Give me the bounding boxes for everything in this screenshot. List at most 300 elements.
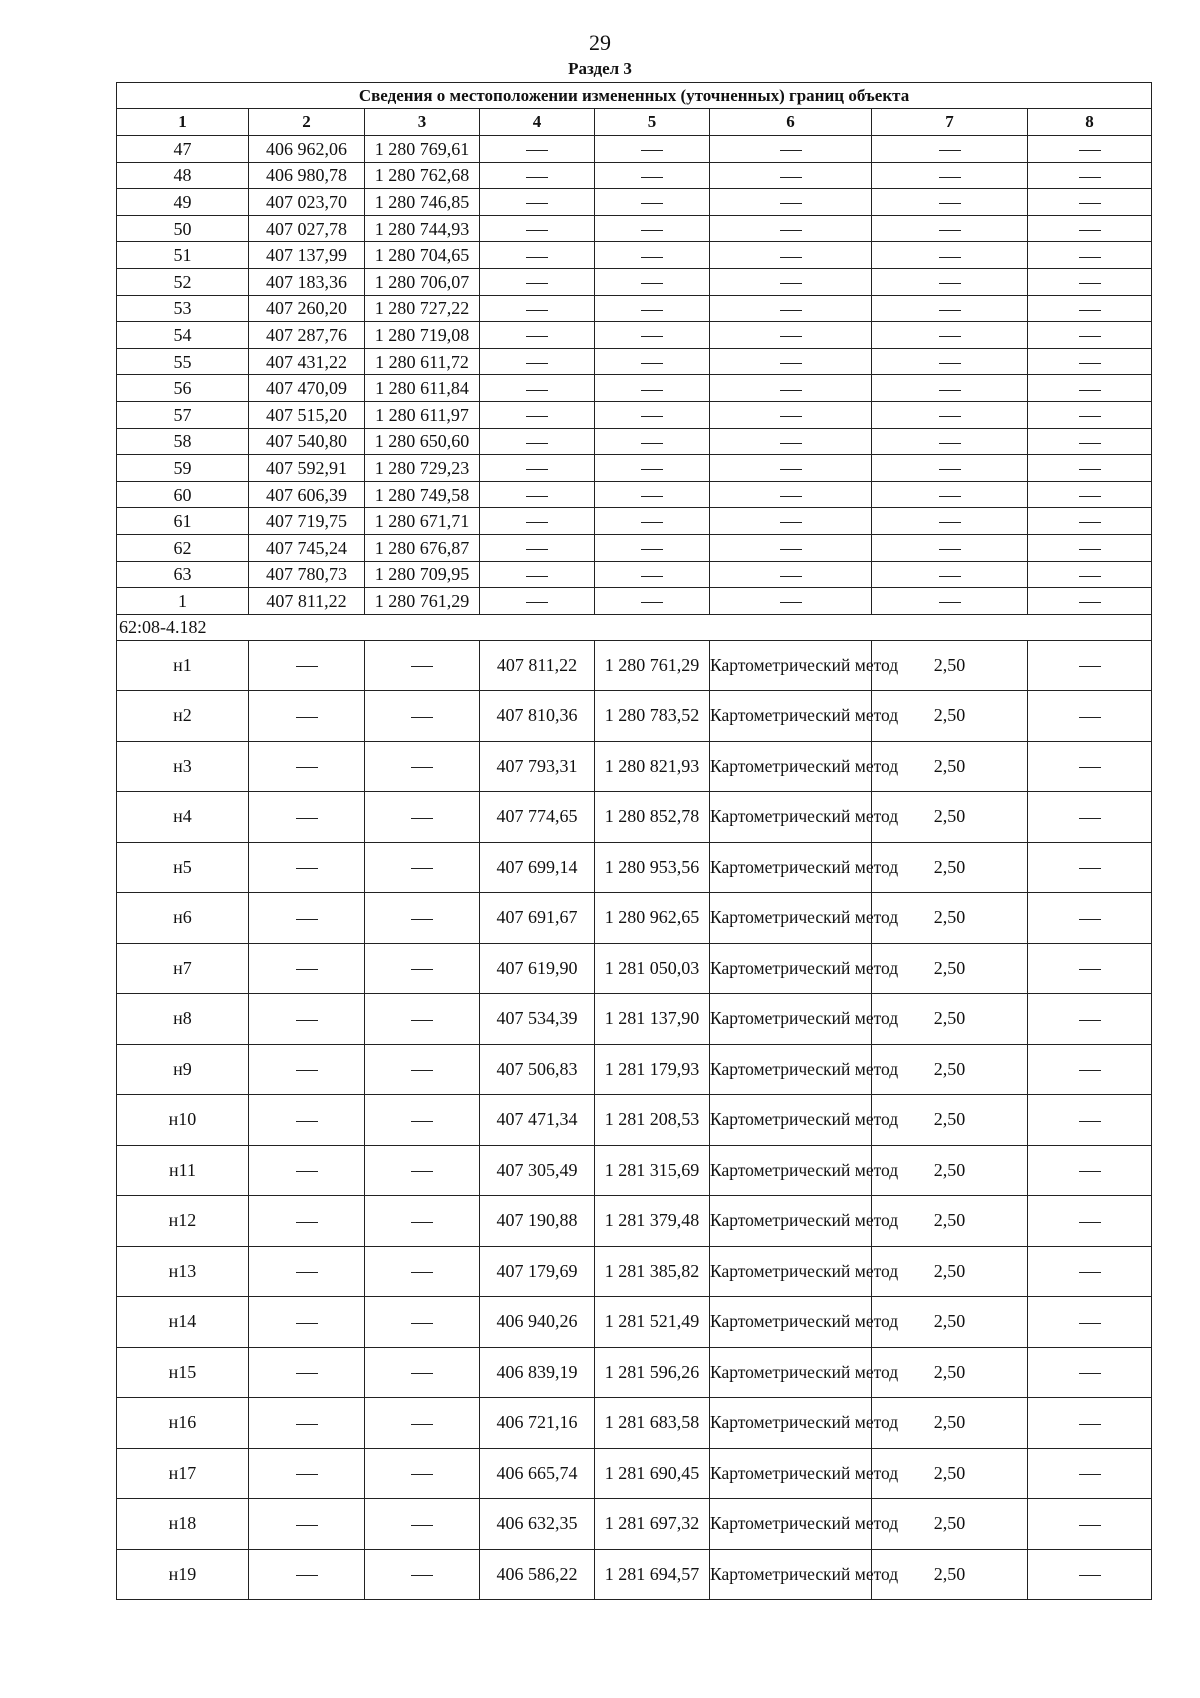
- coord-y: 1 281 050,03: [595, 943, 710, 994]
- coord-x: 406 586,22: [480, 1549, 595, 1600]
- empty-cell: [710, 268, 872, 295]
- point-id: 57: [117, 401, 249, 428]
- table-row: [117, 1499, 1152, 1550]
- method-cell: Картометрический метод: [710, 1095, 872, 1146]
- coord-x: 407 470,09: [249, 375, 365, 402]
- dash-mark: [296, 1424, 318, 1425]
- empty-cell: [710, 215, 872, 242]
- dash-mark: [411, 767, 433, 768]
- empty-cell: [480, 534, 595, 561]
- dash-mark: [411, 666, 433, 667]
- dash-mark: [1079, 1020, 1101, 1021]
- dash-mark: [780, 177, 802, 178]
- empty-cell: [249, 1499, 365, 1550]
- column-header: 3: [365, 109, 480, 136]
- dash-mark: [1079, 469, 1101, 470]
- dash-mark: [526, 549, 548, 550]
- empty-cell: [1028, 481, 1152, 508]
- coord-y: 1 280 852,78: [595, 792, 710, 843]
- empty-cell: [365, 1347, 480, 1398]
- empty-cell: [710, 375, 872, 402]
- section-label: Раздел 3: [568, 59, 632, 78]
- coord-y: 1 280 719,08: [365, 322, 480, 349]
- dash-mark: [1079, 1474, 1101, 1475]
- accuracy-cell: 2,50: [872, 1448, 1028, 1499]
- point-id: н10: [117, 1095, 249, 1146]
- accuracy-cell: 2,50: [872, 1347, 1028, 1398]
- dash-mark: [641, 549, 663, 550]
- table-row: [117, 1196, 1152, 1247]
- empty-cell: [595, 348, 710, 375]
- point-id: н19: [117, 1549, 249, 1600]
- method-cell: Картометрический метод: [710, 893, 872, 944]
- empty-cell: [710, 508, 872, 535]
- dash-mark: [526, 602, 548, 603]
- coord-x: 407 810,36: [480, 691, 595, 742]
- point-id: 53: [117, 295, 249, 322]
- dash-mark: [641, 257, 663, 258]
- point-id: 59: [117, 455, 249, 482]
- accuracy-cell: 2,50: [872, 1145, 1028, 1196]
- dash-mark: [411, 1272, 433, 1273]
- table-row: [117, 842, 1152, 893]
- dash-mark: [780, 230, 802, 231]
- coord-y: 1 281 694,57: [595, 1549, 710, 1600]
- point-id: н12: [117, 1196, 249, 1247]
- dash-mark: [780, 203, 802, 204]
- dash-mark: [296, 1474, 318, 1475]
- empty-cell: [1028, 162, 1152, 189]
- dash-mark: [411, 919, 433, 920]
- table-row: [117, 994, 1152, 1045]
- empty-cell: [1028, 1549, 1152, 1600]
- dash-mark: [641, 283, 663, 284]
- empty-cell: [365, 741, 480, 792]
- point-id: н13: [117, 1246, 249, 1297]
- accuracy-cell: 2,50: [872, 842, 1028, 893]
- empty-cell: [365, 691, 480, 742]
- dash-mark: [411, 1323, 433, 1324]
- table-row: [117, 588, 1152, 615]
- empty-cell: [249, 1095, 365, 1146]
- dash-mark: [1079, 576, 1101, 577]
- empty-cell: [249, 994, 365, 1045]
- empty-cell: [710, 136, 872, 163]
- coord-x: 406 721,16: [480, 1398, 595, 1449]
- coord-x: 407 719,75: [249, 508, 365, 535]
- empty-cell: [872, 534, 1028, 561]
- empty-cell: [365, 994, 480, 1045]
- empty-cell: [480, 428, 595, 455]
- point-id: 61: [117, 508, 249, 535]
- coord-y: 1 280 821,93: [595, 741, 710, 792]
- empty-cell: [710, 322, 872, 349]
- coord-y: 1 280 709,95: [365, 561, 480, 588]
- coord-x: 407 619,90: [480, 943, 595, 994]
- empty-cell: [1028, 842, 1152, 893]
- dash-mark: [780, 363, 802, 364]
- table-row: [117, 455, 1152, 482]
- dash-mark: [641, 416, 663, 417]
- empty-cell: [1028, 1297, 1152, 1348]
- dash-mark: [526, 576, 548, 577]
- dash-mark: [939, 257, 961, 258]
- accuracy-cell: 2,50: [872, 741, 1028, 792]
- coord-x: 407 506,83: [480, 1044, 595, 1095]
- table-row: [117, 295, 1152, 322]
- empty-cell: [595, 189, 710, 216]
- empty-cell: [480, 215, 595, 242]
- empty-cell: [710, 588, 872, 615]
- point-id: н6: [117, 893, 249, 944]
- empty-cell: [1028, 1196, 1152, 1247]
- coord-y: 1 281 697,32: [595, 1499, 710, 1550]
- dash-mark: [780, 443, 802, 444]
- empty-cell: [249, 1549, 365, 1600]
- method-cell: Картометрический метод: [710, 943, 872, 994]
- cadastral-number: 62:08-4.182: [117, 614, 1152, 640]
- dash-mark: [526, 257, 548, 258]
- empty-cell: [365, 842, 480, 893]
- empty-cell: [365, 1499, 480, 1550]
- coord-x: 407 183,36: [249, 268, 365, 295]
- empty-cell: [1028, 1095, 1152, 1146]
- dash-mark: [641, 203, 663, 204]
- empty-cell: [872, 268, 1028, 295]
- empty-cell: [710, 242, 872, 269]
- dash-mark: [296, 666, 318, 667]
- coord-x: 407 515,20: [249, 401, 365, 428]
- dash-mark: [939, 549, 961, 550]
- group-row: [117, 614, 1152, 640]
- empty-cell: [1028, 1145, 1152, 1196]
- table-row: [117, 215, 1152, 242]
- dash-mark: [411, 1575, 433, 1576]
- dash-mark: [1079, 363, 1101, 364]
- empty-cell: [595, 534, 710, 561]
- empty-cell: [249, 792, 365, 843]
- method-cell: Картометрический метод: [710, 640, 872, 691]
- dash-mark: [1079, 1424, 1101, 1425]
- dash-mark: [411, 717, 433, 718]
- coord-x: 407 780,73: [249, 561, 365, 588]
- empty-cell: [365, 792, 480, 843]
- point-id: н8: [117, 994, 249, 1045]
- empty-cell: [872, 481, 1028, 508]
- table-row: [117, 1549, 1152, 1600]
- accuracy-cell: 2,50: [872, 943, 1028, 994]
- dash-mark: [641, 496, 663, 497]
- dash-mark: [526, 177, 548, 178]
- point-id: н7: [117, 943, 249, 994]
- accuracy-cell: 2,50: [872, 1196, 1028, 1247]
- dash-mark: [411, 1373, 433, 1374]
- empty-cell: [1028, 401, 1152, 428]
- dash-mark: [1079, 602, 1101, 603]
- column-header: 5: [595, 109, 710, 136]
- dash-mark: [641, 390, 663, 391]
- coord-x: 407 793,31: [480, 741, 595, 792]
- dash-mark: [939, 230, 961, 231]
- empty-cell: [365, 1448, 480, 1499]
- dash-mark: [411, 1525, 433, 1526]
- empty-cell: [710, 561, 872, 588]
- empty-cell: [480, 268, 595, 295]
- empty-cell: [249, 1044, 365, 1095]
- table-row: [117, 481, 1152, 508]
- point-id: 58: [117, 428, 249, 455]
- table-row: [117, 268, 1152, 295]
- empty-cell: [249, 691, 365, 742]
- coord-y: 1 280 704,65: [365, 242, 480, 269]
- point-id: н5: [117, 842, 249, 893]
- dash-mark: [780, 390, 802, 391]
- empty-cell: [1028, 561, 1152, 588]
- empty-cell: [1028, 691, 1152, 742]
- dash-mark: [296, 919, 318, 920]
- dash-mark: [526, 416, 548, 417]
- dash-mark: [296, 1323, 318, 1324]
- empty-cell: [1028, 1398, 1152, 1449]
- dash-mark: [1079, 1121, 1101, 1122]
- empty-cell: [365, 1246, 480, 1297]
- coord-x: 407 699,14: [480, 842, 595, 893]
- coord-x: 407 774,65: [480, 792, 595, 843]
- coord-x: 406 940,26: [480, 1297, 595, 1348]
- empty-cell: [872, 375, 1028, 402]
- coord-x: 407 811,22: [249, 588, 365, 615]
- dash-mark: [296, 717, 318, 718]
- empty-cell: [480, 508, 595, 535]
- coord-y: 1 281 521,49: [595, 1297, 710, 1348]
- table-row: [117, 741, 1152, 792]
- method-cell: Картометрический метод: [710, 792, 872, 843]
- coord-y: 1 280 749,58: [365, 481, 480, 508]
- empty-cell: [595, 322, 710, 349]
- coord-y: 1 280 762,68: [365, 162, 480, 189]
- dash-mark: [939, 390, 961, 391]
- method-cell: Картометрический метод: [710, 1044, 872, 1095]
- coord-y: 1 280 746,85: [365, 189, 480, 216]
- dash-mark: [641, 310, 663, 311]
- empty-cell: [1028, 1499, 1152, 1550]
- empty-cell: [872, 189, 1028, 216]
- dash-mark: [411, 1474, 433, 1475]
- accuracy-cell: 2,50: [872, 994, 1028, 1045]
- empty-cell: [1028, 640, 1152, 691]
- dash-mark: [411, 1020, 433, 1021]
- point-id: н14: [117, 1297, 249, 1348]
- coord-y: 1 280 611,72: [365, 348, 480, 375]
- point-id: н2: [117, 691, 249, 742]
- dash-mark: [939, 283, 961, 284]
- coord-y: 1 280 611,97: [365, 401, 480, 428]
- dash-mark: [939, 203, 961, 204]
- empty-cell: [872, 242, 1028, 269]
- dash-mark: [1079, 549, 1101, 550]
- method-cell: Картометрический метод: [710, 842, 872, 893]
- dash-mark: [1079, 203, 1101, 204]
- dash-mark: [939, 336, 961, 337]
- coord-x: 407 137,99: [249, 242, 365, 269]
- empty-cell: [1028, 215, 1152, 242]
- dash-mark: [1079, 767, 1101, 768]
- coord-x: 407 540,80: [249, 428, 365, 455]
- dash-mark: [526, 390, 548, 391]
- dash-mark: [641, 602, 663, 603]
- coord-x: 406 962,06: [249, 136, 365, 163]
- dash-mark: [641, 522, 663, 523]
- empty-cell: [1028, 792, 1152, 843]
- empty-cell: [365, 1044, 480, 1095]
- dash-mark: [296, 818, 318, 819]
- method-cell: Картометрический метод: [710, 1246, 872, 1297]
- dash-mark: [1079, 1171, 1101, 1172]
- empty-cell: [710, 455, 872, 482]
- dash-mark: [939, 363, 961, 364]
- dash-mark: [1079, 818, 1101, 819]
- dash-mark: [526, 363, 548, 364]
- table-row: [117, 1044, 1152, 1095]
- dash-mark: [1079, 1575, 1101, 1576]
- method-cell: Картометрический метод: [710, 994, 872, 1045]
- dash-mark: [939, 496, 961, 497]
- table-row: [117, 1347, 1152, 1398]
- method-cell: Картометрический метод: [710, 1499, 872, 1550]
- empty-cell: [365, 1196, 480, 1247]
- empty-cell: [480, 242, 595, 269]
- method-cell: Картометрический метод: [710, 1549, 872, 1600]
- dash-mark: [939, 177, 961, 178]
- dash-mark: [780, 522, 802, 523]
- coord-x: 406 839,19: [480, 1347, 595, 1398]
- dash-mark: [526, 230, 548, 231]
- coord-y: 1 280 744,93: [365, 215, 480, 242]
- empty-cell: [365, 1145, 480, 1196]
- dash-mark: [1079, 150, 1101, 151]
- empty-cell: [595, 268, 710, 295]
- column-header: 4: [480, 109, 595, 136]
- empty-cell: [595, 428, 710, 455]
- dash-mark: [1079, 230, 1101, 231]
- dash-mark: [641, 443, 663, 444]
- empty-cell: [249, 1448, 365, 1499]
- method-cell: Картометрический метод: [710, 1448, 872, 1499]
- coord-y: 1 280 761,29: [365, 588, 480, 615]
- empty-cell: [710, 401, 872, 428]
- coord-x: 407 190,88: [480, 1196, 595, 1247]
- coord-x: 407 260,20: [249, 295, 365, 322]
- coord-x: 407 287,76: [249, 322, 365, 349]
- dash-mark: [296, 1272, 318, 1273]
- dash-mark: [296, 1575, 318, 1576]
- coord-y: 1 280 706,07: [365, 268, 480, 295]
- empty-cell: [1028, 1246, 1152, 1297]
- dash-mark: [296, 1070, 318, 1071]
- empty-cell: [365, 1095, 480, 1146]
- empty-cell: [710, 189, 872, 216]
- point-id: 51: [117, 242, 249, 269]
- dash-mark: [1079, 919, 1101, 920]
- table-row: [117, 640, 1152, 691]
- accuracy-cell: 2,50: [872, 640, 1028, 691]
- coord-y: 1 280 761,29: [595, 640, 710, 691]
- dash-mark: [296, 1171, 318, 1172]
- empty-cell: [480, 401, 595, 428]
- dash-mark: [641, 363, 663, 364]
- table-title: Сведения о местоположении измененных (уточненных) границ объекта: [117, 83, 1152, 109]
- empty-cell: [480, 455, 595, 482]
- empty-cell: [249, 1347, 365, 1398]
- point-id: 56: [117, 375, 249, 402]
- empty-cell: [480, 348, 595, 375]
- empty-cell: [1028, 534, 1152, 561]
- coord-y: 1 281 315,69: [595, 1145, 710, 1196]
- empty-cell: [480, 162, 595, 189]
- empty-cell: [480, 189, 595, 216]
- empty-cell: [1028, 455, 1152, 482]
- empty-cell: [480, 295, 595, 322]
- point-id: н17: [117, 1448, 249, 1499]
- dash-mark: [939, 150, 961, 151]
- dash-mark: [526, 496, 548, 497]
- empty-cell: [365, 640, 480, 691]
- dash-mark: [526, 203, 548, 204]
- empty-cell: [1028, 375, 1152, 402]
- coord-y: 1 281 385,82: [595, 1246, 710, 1297]
- empty-cell: [1028, 136, 1152, 163]
- empty-cell: [1028, 1448, 1152, 1499]
- dash-mark: [641, 576, 663, 577]
- point-id: н15: [117, 1347, 249, 1398]
- dash-mark: [526, 522, 548, 523]
- point-id: 1: [117, 588, 249, 615]
- dash-mark: [296, 1121, 318, 1122]
- page-number: 29: [589, 30, 611, 55]
- empty-cell: [595, 162, 710, 189]
- boundary-table: [116, 82, 1152, 1600]
- method-cell: Картометрический метод: [710, 1297, 872, 1348]
- accuracy-cell: 2,50: [872, 1499, 1028, 1550]
- dash-mark: [1079, 666, 1101, 667]
- coord-y: 1 280 769,61: [365, 136, 480, 163]
- empty-cell: [710, 348, 872, 375]
- coord-y: 1 281 690,45: [595, 1448, 710, 1499]
- empty-cell: [872, 136, 1028, 163]
- method-cell: Картометрический метод: [710, 1145, 872, 1196]
- empty-cell: [595, 508, 710, 535]
- table-row: [117, 534, 1152, 561]
- coord-x: 407 606,39: [249, 481, 365, 508]
- empty-cell: [1028, 348, 1152, 375]
- table-row: [117, 508, 1152, 535]
- empty-cell: [249, 1145, 365, 1196]
- table-row: [117, 136, 1152, 163]
- dash-mark: [526, 150, 548, 151]
- dash-mark: [1079, 717, 1101, 718]
- table-row: [117, 375, 1152, 402]
- point-id: 55: [117, 348, 249, 375]
- dash-mark: [780, 496, 802, 497]
- method-cell: Картометрический метод: [710, 1347, 872, 1398]
- dash-mark: [780, 257, 802, 258]
- coord-y: 1 280 611,84: [365, 375, 480, 402]
- dash-mark: [1079, 1222, 1101, 1223]
- dash-mark: [411, 1070, 433, 1071]
- method-cell: Картометрический метод: [710, 1196, 872, 1247]
- empty-cell: [1028, 242, 1152, 269]
- coord-x: 407 471,34: [480, 1095, 595, 1146]
